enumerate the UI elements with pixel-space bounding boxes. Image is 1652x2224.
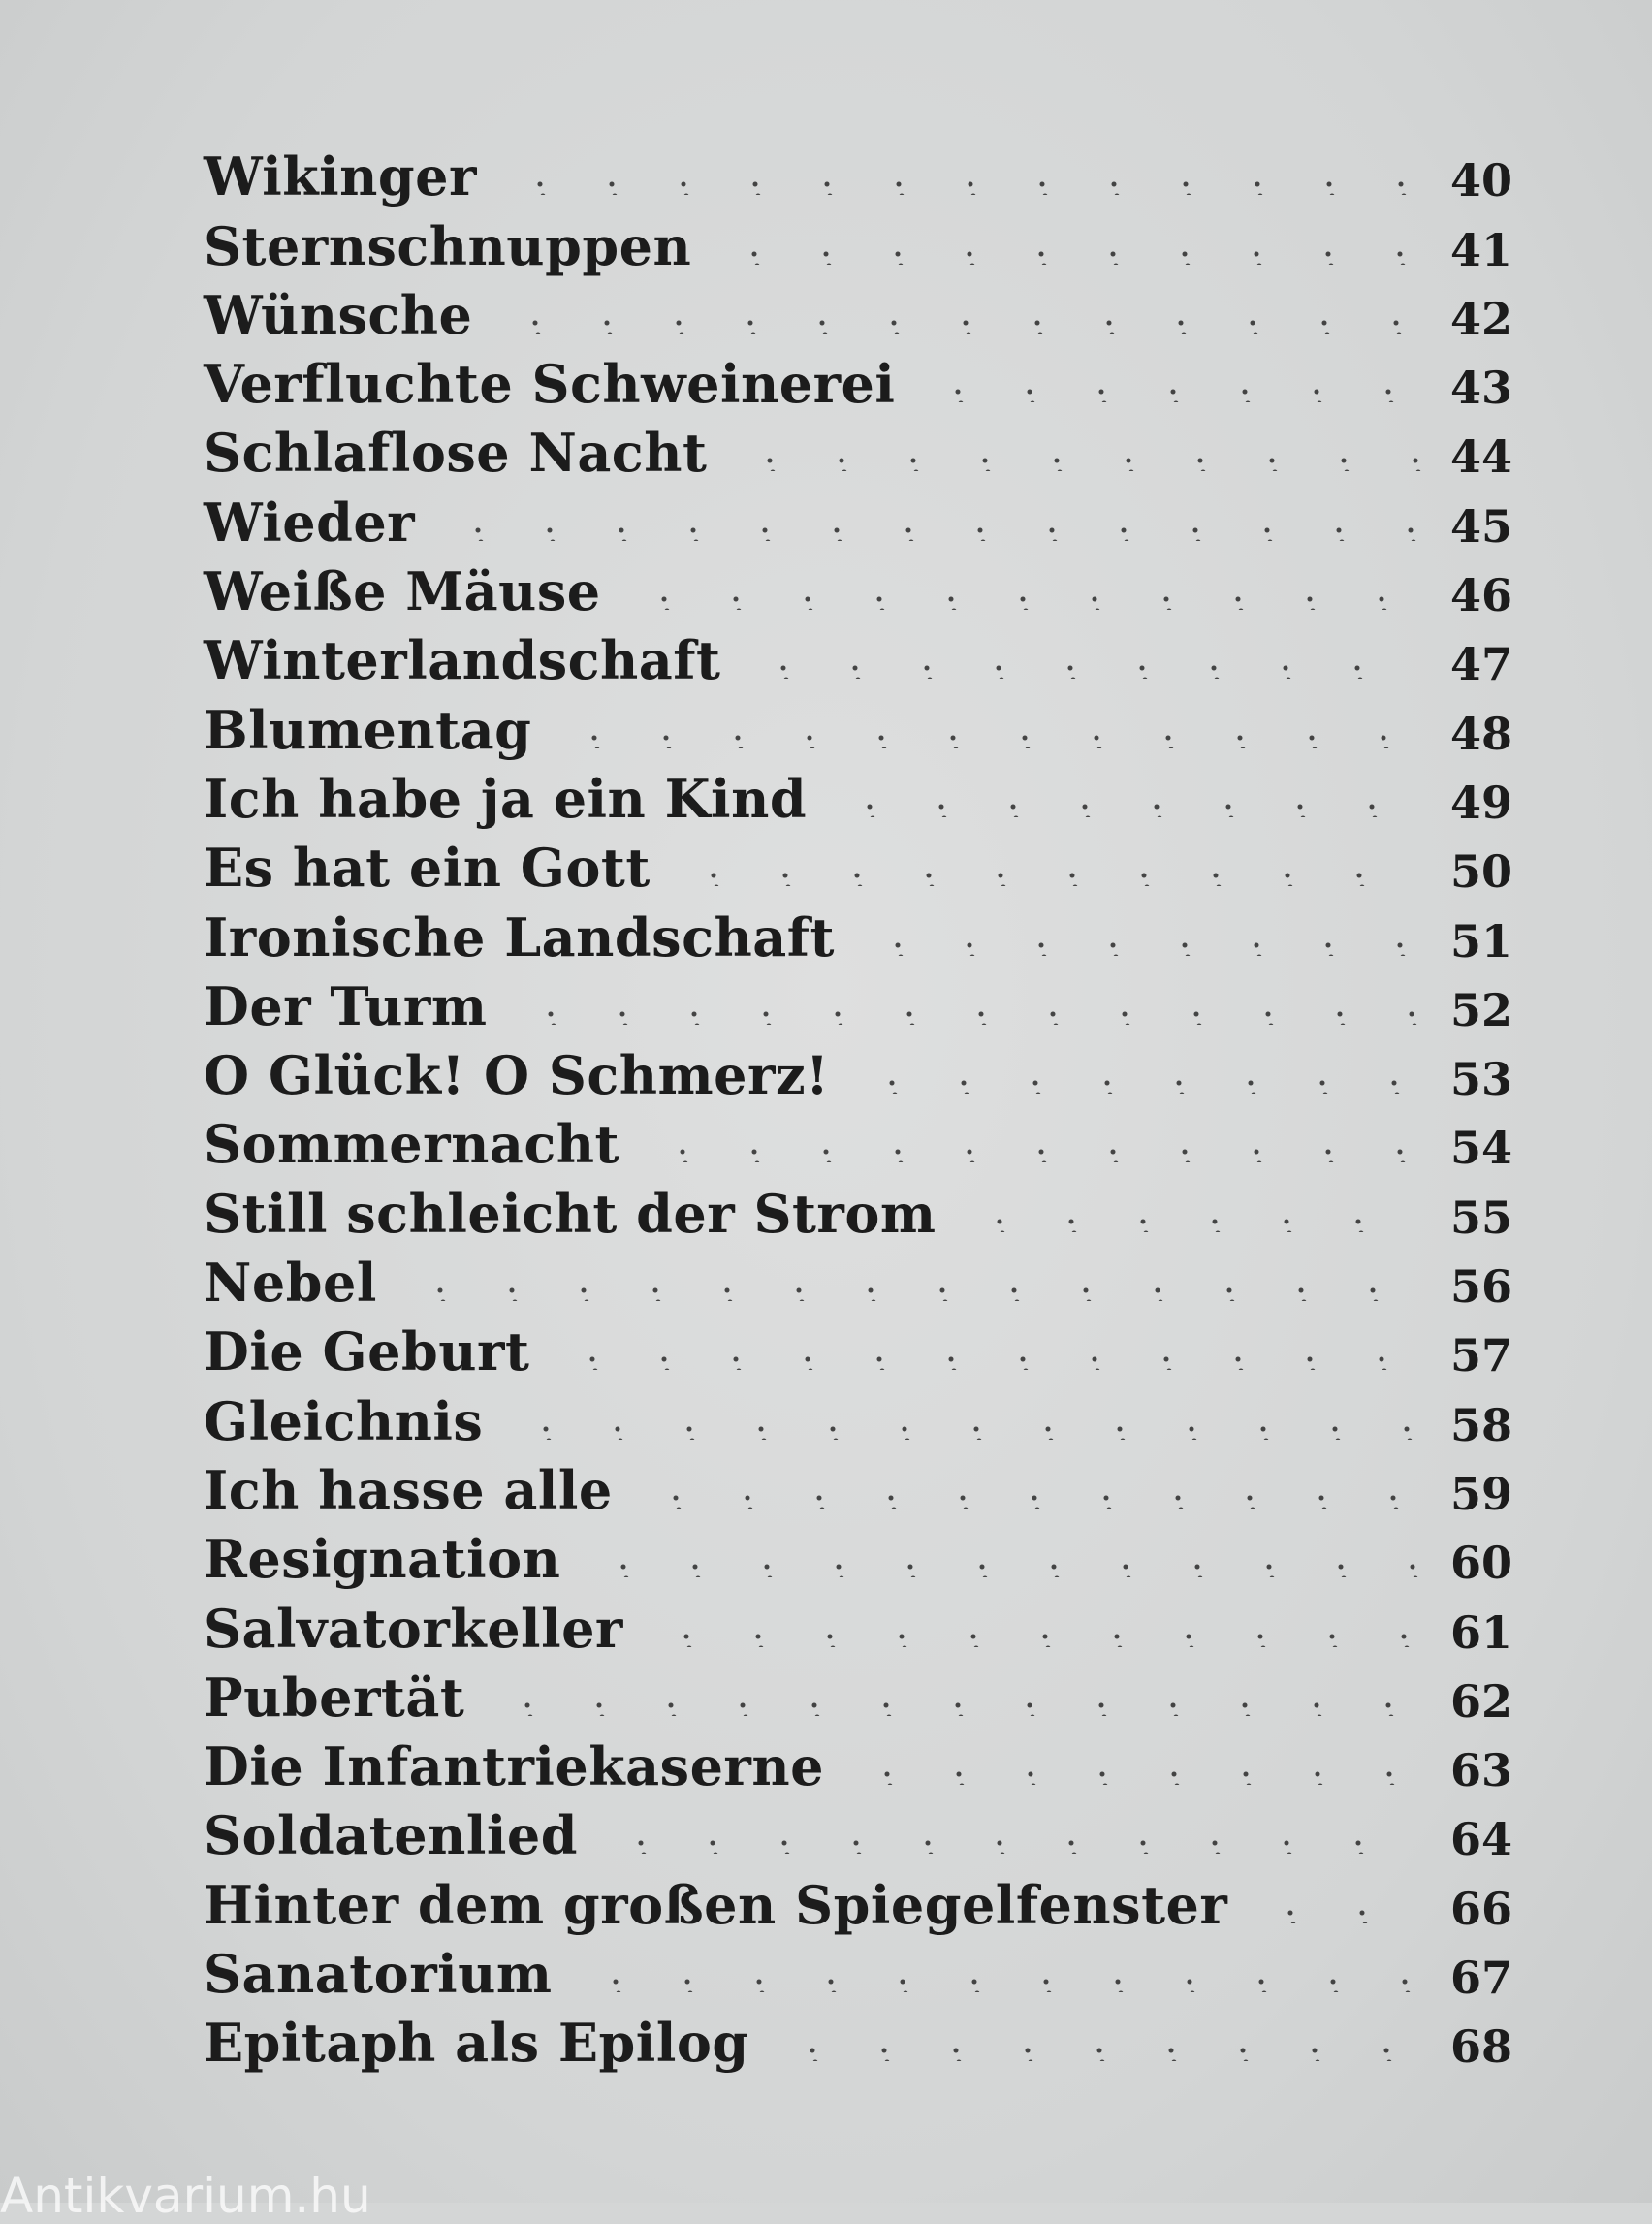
dot-leader	[851, 1756, 1421, 1785]
toc-entry	[204, 549, 1512, 623]
toc-entry-title: Ironische Landschaft	[204, 905, 835, 969]
toc-entry-title: Epitaph als Epilog	[204, 2012, 749, 2075]
toc-entry-title: Ich hasse alle	[204, 1458, 613, 1521]
toc-entry	[204, 618, 1512, 692]
toc-entry	[204, 686, 1512, 761]
toc-entry-page-number: 43	[1449, 362, 1512, 415]
dot-leader	[678, 857, 1421, 886]
toc-entry	[204, 1240, 1512, 1315]
toc-entry-title: Nebel	[204, 1252, 377, 1315]
toc-entry	[204, 1585, 1512, 1660]
toc-entry-page-number: 67	[1449, 1952, 1512, 2005]
dot-leader	[647, 1133, 1421, 1162]
toc-entry-title: Pubertät	[204, 1666, 465, 1729]
toc-entry-page-number: 61	[1449, 1605, 1512, 1659]
toc-entry-page-number: 49	[1449, 776, 1512, 829]
dot-leader	[922, 373, 1421, 402]
toc-entry-page-number: 54	[1449, 1122, 1512, 1175]
dot-leader	[442, 512, 1421, 541]
toc-entry-title: Schlaflose Nacht	[204, 422, 708, 485]
toc-entry	[204, 341, 1512, 416]
dot-leader	[777, 2032, 1421, 2061]
toc-entry-title: Die Infantriekaserne	[204, 1735, 824, 1798]
toc-entry-page-number: 62	[1449, 1674, 1512, 1728]
dot-leader	[640, 1479, 1421, 1509]
dot-leader	[856, 1064, 1421, 1094]
dot-leader	[628, 581, 1421, 610]
toc-entry-page-number: 44	[1449, 430, 1512, 484]
dot-leader	[510, 1411, 1421, 1440]
toc-entry	[204, 894, 1512, 969]
toc-entry-page-number: 56	[1449, 1260, 1512, 1314]
toc-entry-page-number: 58	[1449, 1398, 1512, 1451]
toc-entry-page-number: 68	[1449, 2020, 1512, 2074]
toc-entry-page-number: 64	[1449, 1813, 1512, 1866]
table-of-contents	[204, 134, 1512, 2075]
toc-entry-title: Der Turm	[204, 974, 488, 1037]
toc-entry-page-number: 47	[1449, 638, 1512, 691]
toc-entry-title: Es hat ein Gott	[204, 837, 651, 900]
toc-entry-page-number: 40	[1449, 154, 1512, 207]
toc-entry	[204, 1447, 1512, 1521]
toc-entry	[204, 1793, 1512, 1867]
dot-leader	[718, 236, 1421, 265]
toc-entry	[204, 1101, 1512, 1176]
toc-entry-title: Die Geburt	[204, 1320, 530, 1383]
toc-entry	[204, 1655, 1512, 1729]
toc-entry	[204, 1309, 1512, 1383]
toc-entry	[204, 272, 1512, 346]
toc-entry-title: Wikinger	[204, 145, 477, 208]
toc-entry-page-number: 50	[1449, 845, 1512, 899]
dot-leader	[515, 996, 1421, 1025]
toc-entry	[204, 479, 1512, 554]
toc-entry-title: Resignation	[204, 1528, 561, 1591]
toc-entry	[204, 1861, 1512, 1936]
dot-leader	[734, 442, 1421, 471]
toc-entry	[204, 2000, 1512, 2075]
toc-entry-page-number: 42	[1449, 292, 1512, 345]
toc-entry	[204, 1033, 1512, 1107]
dot-leader	[1255, 1894, 1421, 1923]
toc-entry-page-number: 45	[1449, 499, 1512, 553]
dot-leader	[556, 1341, 1421, 1370]
toc-entry	[204, 1170, 1512, 1245]
toc-entry-title: Sanatorium	[204, 1943, 553, 2006]
dot-leader	[404, 1272, 1421, 1301]
toc-entry-title: Winterlandschaft	[204, 629, 721, 692]
toc-entry	[204, 134, 1512, 208]
toc-entry-page-number: 53	[1449, 1053, 1512, 1106]
toc-entry-title: Wünsche	[204, 283, 473, 346]
dot-leader	[651, 1618, 1421, 1647]
dot-leader	[747, 650, 1421, 679]
toc-entry-title: Weiße Mäuse	[204, 560, 601, 623]
dot-leader	[499, 304, 1421, 334]
toc-entry-title: Gleichnis	[204, 1389, 484, 1452]
toc-entry	[204, 1516, 1512, 1591]
dot-leader	[588, 1548, 1421, 1577]
toc-entry	[204, 756, 1512, 830]
toc-entry-title: Sommernacht	[204, 1113, 620, 1176]
watermark-text: Antikvarium.hu	[0, 2168, 371, 2224]
toc-entry-title: Still schleicht der Strom	[204, 1182, 937, 1245]
toc-entry-title: Verfluchte Schweinerei	[204, 353, 896, 416]
toc-entry-title: Ich habe ja ein Kind	[204, 767, 808, 830]
toc-entry-page-number: 52	[1449, 983, 1512, 1036]
toc-entry-title: Salvatorkeller	[204, 1597, 623, 1660]
toc-entry-page-number: 60	[1449, 1537, 1512, 1590]
dot-leader	[834, 788, 1421, 817]
toc-entry-title: Soldatenlied	[204, 1804, 578, 1867]
toc-entry-page-number: 59	[1449, 1467, 1512, 1520]
toc-entry-page-number: 55	[1449, 1191, 1512, 1244]
dot-leader	[492, 1687, 1421, 1716]
toc-entry	[204, 410, 1512, 485]
toc-entry	[204, 825, 1512, 900]
dot-leader	[605, 1825, 1421, 1854]
toc-entry-page-number: 48	[1449, 707, 1512, 760]
toc-entry-page-number: 57	[1449, 1329, 1512, 1382]
toc-entry-page-number: 41	[1449, 223, 1512, 276]
dot-leader	[580, 1963, 1421, 1992]
toc-entry-title: Hinter dem großen Spiegelfenster	[204, 1873, 1228, 1936]
toc-entry-page-number: 51	[1449, 914, 1512, 968]
dot-leader	[558, 719, 1421, 748]
toc-entry-title: Wieder	[204, 491, 416, 554]
dot-leader	[504, 166, 1421, 195]
toc-entry	[204, 964, 1512, 1037]
toc-entry-page-number: 63	[1449, 1744, 1512, 1797]
toc-entry-title: Blumentag	[204, 698, 532, 761]
toc-entry	[204, 1378, 1512, 1452]
toc-entry-page-number: 66	[1449, 1882, 1512, 1935]
toc-entry	[204, 1931, 1512, 2006]
dot-leader	[862, 927, 1421, 956]
toc-entry	[204, 1724, 1512, 1798]
toc-entry-title: O Glück! O Schmerz!	[204, 1044, 830, 1107]
dot-leader	[964, 1203, 1421, 1232]
toc-entry-title: Sternschnuppen	[204, 214, 692, 277]
toc-entry	[204, 203, 1512, 277]
toc-entry-page-number: 46	[1449, 569, 1512, 622]
